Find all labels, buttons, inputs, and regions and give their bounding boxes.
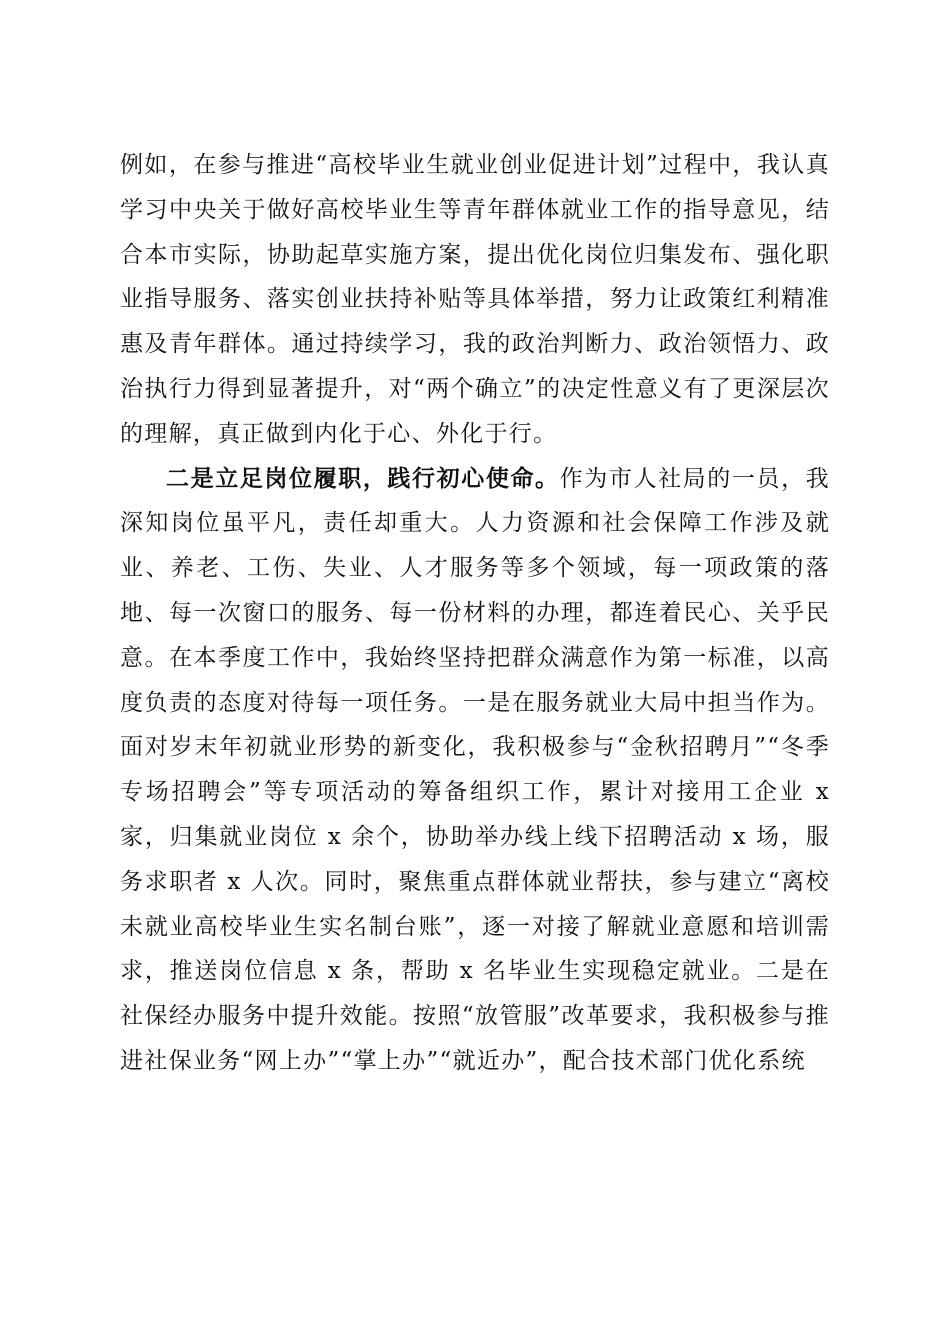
paragraph-lead-heading: 二是立足岗位履职，践行初心使命。 [166,464,560,492]
paragraph-post-duty [120,457,830,1084]
document-body [120,143,830,1084]
paragraph-continuation [120,143,830,457]
paragraph-text: 例如，在参与推进“高校毕业生就业创业促进计划”过程中，我认真学习中央关于做好高校毕业生等青年群体就业工作的指导意见，结合本市实际，协助起草实施方案，提出优化岗位归集发布、强化职业指导服务、落实创业扶持补贴等具体举措，努力让政策红利精准惠及青年群体。通过持续学习，我的政治判断力、政治领悟力、政治执行力得到显著提升，对“两个确立”的决定性意义有了更深层次的理解，真正做到内化于心、外化于行。 [120,152,830,447]
paragraph-text: 作为市人社局的一员，我深知岗位虽平凡，责任却重大。人力资源和社会保障工作涉及就业、养老、工伤、失业、人才服务等多个领域，每一项政策的落地、每一次窗口的服务、每一份材料的办理，都连着民心、关乎民意。在本季度工作中，我始终坚持把群众满意作为第一标准，以高度负责的态度对待每一项任务。一是在服务就业大局中担当作为。面对岁末年初就业形势的新变化，我积极参与“金秋招聘月”“冬季专场招聘会”等专项活动的筹备组织工作，累计对接用工企业 x 家，归集就业岗位 x 余个，协助举办线上线下招聘活动 x 场，服务求职者 x 人次。同时，聚焦重点群体就业帮扶，参与建立“离校未就业高校毕业生实名制台账”，逐一对接了解就业意愿和培训需求，推送岗位信息 x 条，帮助 x 名毕业生实现稳定就业。二是在社保经办服务中提升效能。按照“放管服”改革要求，我积极参与推进社保业务“网上办”“掌上办”“就近办”，配合技术部门优化系统 [120,465,830,1074]
